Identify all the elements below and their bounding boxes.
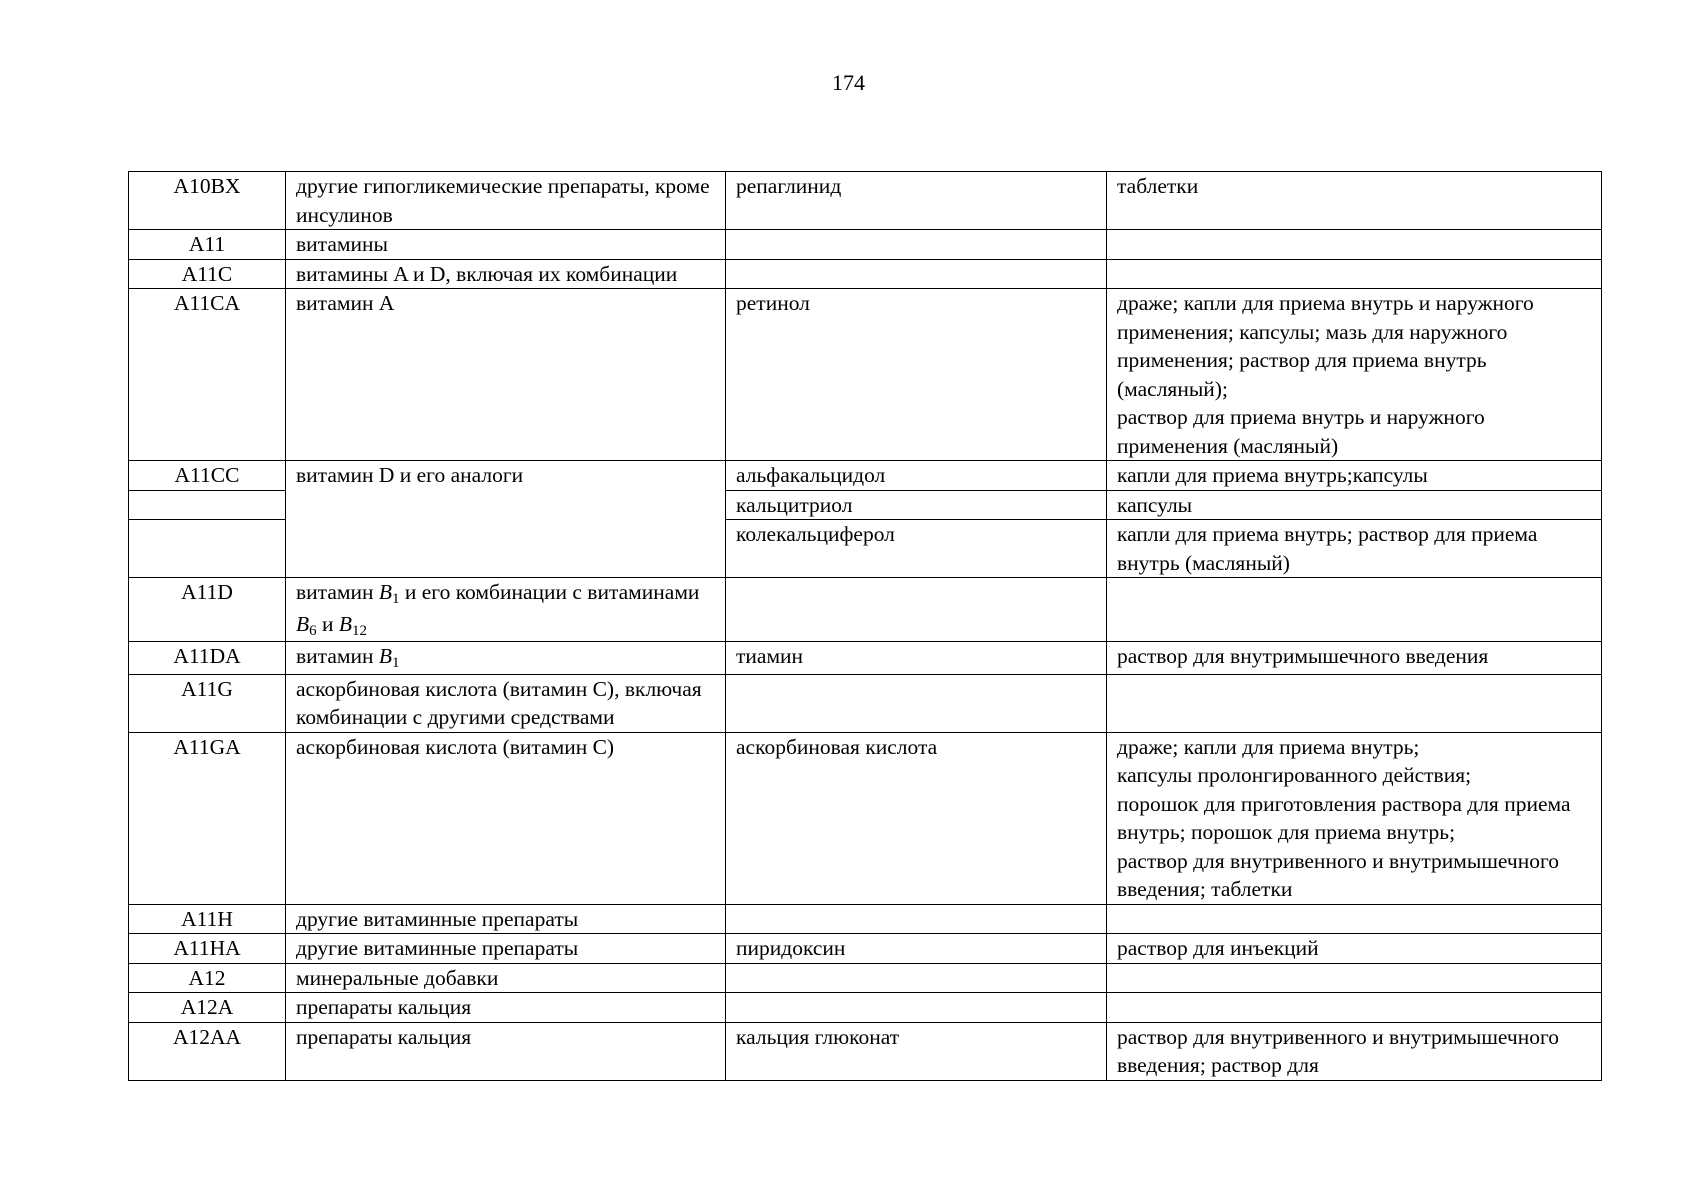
atc-code-cell: A11HA [129,934,286,964]
group-cell: препараты кальция [286,993,726,1023]
drug-cell: пиридоксин [726,934,1107,964]
atc-code-cell: A11D [129,578,286,642]
group-cell: другие витаминные препараты [286,904,726,934]
form-cell [1107,289,1602,461]
drug-cell [726,578,1107,642]
drug-cell: тиамин [726,642,1107,675]
atc-code-cell [129,490,286,520]
group-text: витамин [296,580,379,604]
form-line: драже; капли для приема внутрь; [1117,734,1420,759]
group-cell: витамины [286,230,726,260]
drug-cell [726,674,1107,732]
group-text: и его комбинации с витаминами [399,580,700,604]
atc-code-cell: A11CC [129,461,286,491]
table-row [129,172,1602,230]
group-cell: минеральные добавки [286,963,726,993]
atc-code-cell: A12 [129,963,286,993]
group-cell [286,642,726,675]
atc-code-cell: A11GA [129,732,286,904]
form-cell [1107,578,1602,642]
drug-cell [726,259,1107,289]
form-line: раствор для внутривенного и внутримышечного введения; таблетки [1117,848,1560,901]
atc-code-cell: A10BX [129,172,286,230]
vitamin-subscript: 12 [352,622,368,639]
drug-cell: ретинол [726,289,1107,461]
drug-cell: репаглинид [726,172,1107,230]
form-cell [1107,230,1602,260]
atc-code-cell: A11G [129,674,286,732]
group-text: витамин [296,644,379,668]
atc-code-cell: A11C [129,259,286,289]
form-cell: раствор для внутримышечного введения [1107,642,1602,675]
vitamin-subscript: 1 [392,591,400,607]
group-cell: препараты кальция [286,1022,726,1080]
form-cell: таблетки [1107,172,1602,230]
atc-code-cell: A11 [129,230,286,260]
drug-cell: колекальциферол [726,520,1107,578]
atc-code-cell: A11CA [129,289,286,461]
group-cell: витамины A и D, включая их комбинации [286,259,726,289]
group-text: и [316,611,339,636]
vitamin-letter: B [338,611,353,636]
table-row [129,963,1602,993]
form-cell: капли для приема внутрь; раствор для приема внутрь (масляный) [1107,520,1602,578]
table-row [129,642,1602,675]
group-cell: другие витаминные препараты [286,934,726,964]
form-cell: капсулы [1107,490,1602,520]
table-row [129,230,1602,260]
atc-code-cell: A11H [129,904,286,934]
form-cell: раствор для инъекций [1107,934,1602,964]
table-row [129,934,1602,964]
group-cell [286,578,726,642]
table-row [129,674,1602,732]
table-row [129,1022,1602,1080]
page-number: 174 [832,70,865,95]
drug-cell: кальцитриол [726,490,1107,520]
form-cell [1107,963,1602,993]
form-cell [1107,904,1602,934]
atc-code-cell: A11DA [129,642,286,675]
table-row [129,259,1602,289]
group-cell: витамин A [286,289,726,461]
table-row [129,904,1602,934]
group-cell: аскорбиновая кислота (витамин С), включая комбинации с другими средствами [286,674,726,732]
atc-code-cell [129,520,286,578]
form-cell: раствор для внутривенного и внутримышечного введения; раствор для [1107,1022,1602,1080]
drug-cell [726,230,1107,260]
drug-cell: кальция глюконат [726,1022,1107,1080]
vitamin-subscript: 6 [309,622,317,639]
drug-cell: аскорбиновая кислота [726,732,1107,904]
form-line: раствор для приема внутрь и наружного применения (масляный) [1117,405,1485,458]
form-cell [1107,259,1602,289]
table-row [129,578,1602,642]
atc-code-cell: A12AA [129,1022,286,1080]
drug-cell [726,904,1107,934]
drug-cell: альфакальцидол [726,461,1107,491]
vitamin-letter: B [378,580,392,604]
table-row [129,732,1602,904]
group-cell: аскорбиновая кислота (витамин С) [286,732,726,904]
form-cell [1107,993,1602,1023]
drug-cell [726,993,1107,1023]
drug-cell [726,963,1107,993]
form-line: драже; капли для приема внутрь и наружного применения; капсулы; мазь для наружного применения; раствор для приема внутрь (масляный); [1117,291,1534,401]
table-row [129,993,1602,1023]
vitamin-subscript: 1 [392,655,400,671]
form-cell [1107,674,1602,732]
atc-code-cell: A12A [129,993,286,1023]
form-line: капсулы пролонгированного действия; [1117,763,1472,787]
table-row [129,289,1602,461]
form-cell [1107,732,1602,904]
vitamin-letter: B [378,644,392,668]
form-line: порошок для приготовления раствора для приема внутрь; порошок для приема внутрь; [1117,791,1571,844]
form-cell: капли для приема внутрь;капсулы [1107,461,1602,491]
group-cell: другие гипогликемические препараты, кроме инсулинов [286,172,726,230]
group-cell: витамин D и его аналоги [286,461,726,578]
drug-table [128,171,1602,1081]
table-row [129,461,1602,491]
vitamin-letter: B [296,611,310,636]
